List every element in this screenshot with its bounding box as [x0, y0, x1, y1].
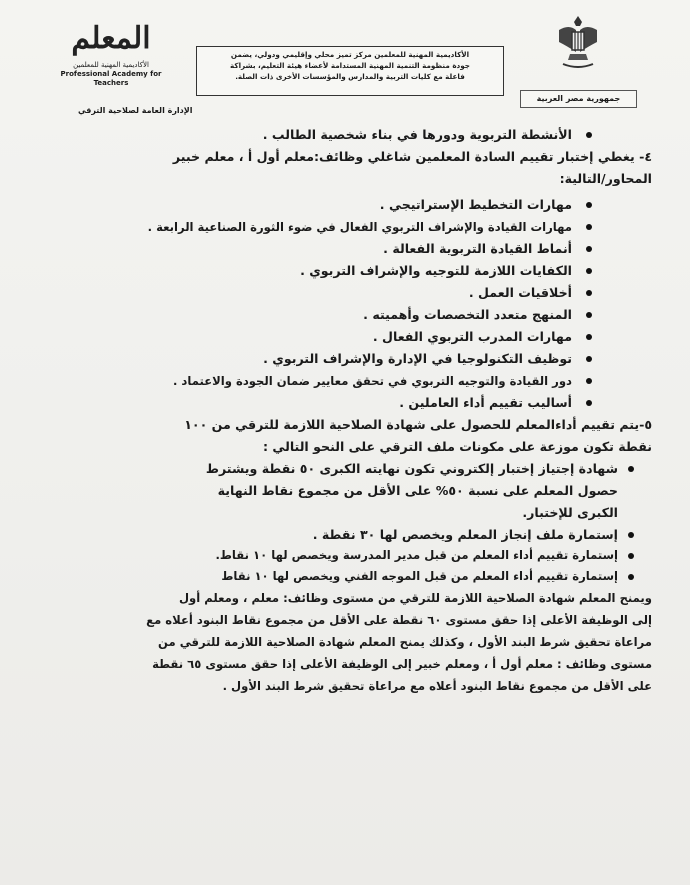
logo-arabic-name: الأكاديمية المهنية للمعلمين	[73, 61, 149, 69]
component-item: إستمارة ملف إنجاز المعلم ويخصص لها ٣٠ نقطة .	[40, 524, 652, 545]
axis-item: مهارات المدرب التربوي الفعال .	[40, 326, 652, 348]
vision-line: الأكاديمية المهنية للمعلمين مركز تميز محلي وإقليمي ودولي، يضمن	[230, 50, 470, 59]
closing-paragraph-line: على الأقل من مجموع نقاط البنود أعلاه مع مراعاة تحقيق شرط البند الأول .	[222, 679, 652, 693]
document-body	[40, 124, 652, 697]
component-item: إستمارة تقييم أداء المعلم من قبل مدير المدرسة ويخصص لها ١٠ نقاط.	[40, 545, 652, 566]
logo-mark: المعلم	[71, 21, 151, 56]
component-item: إستمارة تقييم أداء المعلم من قبل الموجه الفني ويخصص لها ١٠ نقاط	[40, 566, 652, 587]
axis-item: أخلاقيات العمل .	[40, 282, 652, 304]
eagle-emblem-icon	[555, 12, 601, 74]
department-name: الإدارة العامة لصلاحية الترقي	[78, 106, 193, 115]
axis-item: مهارات القيادة والإشراف التربوي الفعال في ضوء الثورة الصناعية الرابعة .	[40, 216, 652, 238]
axis-item: المنهج متعدد التخصصات وأهميته .	[40, 304, 652, 326]
axis-item: أساليب تقييم أداء العاملين .	[40, 392, 652, 414]
axis-item: الكفايات اللازمة للتوجيه والإشراف التربوي .	[40, 260, 652, 282]
academy-vision-box	[196, 46, 504, 96]
axis-item: توظيف التكنولوجيا في الإدارة والإشراف التربوي .	[40, 348, 652, 370]
section-4-heading: ٤- يغطي إختبار تقييم السادة المعلمين شاغلي وظائف:معلم أول أ ، معلم خبير	[172, 149, 652, 164]
vision-line: فاعلة مع كليات التربية والمدارس والمؤسسات الأخرى ذات الصلة.	[235, 72, 465, 81]
section-5-heading-cont: نقطة تكون موزعة على مكونات ملف الترقي على النحو التالي :	[262, 439, 652, 454]
axis-item: دور القيادة والتوجيه التربوي في تحقق معايير ضمان الجودة والاعتماد .	[40, 370, 652, 392]
bullet-icon	[586, 132, 592, 138]
country-name-box: جمهورية مصر العربية	[520, 90, 637, 108]
list-item: الأنشطة التربوية ودورها في بناء شخصية الطالب .	[40, 124, 652, 146]
section-4-heading-cont: المحاور/التالية:	[559, 171, 652, 186]
closing-paragraph-line: ويمنح المعلم شهادة الصلاحية اللازمة للترقي من مستوى وظائف: معلم ، ومعلم أول	[178, 591, 652, 605]
axis-item: أنماط القيادة التربوية الفعالة .	[40, 238, 652, 260]
component-item: شهادة إجتياز إختبار إلكتروني تكون نهايته الكبرى ٥٠ نقطة ويشترط	[40, 458, 652, 480]
closing-paragraph-line: إلى الوظيفة الأعلى إذا حقق مستوى ٦٠ نقطة على الأقل من مجموع نقاط البنود أعلاه مع	[146, 613, 652, 627]
vision-line: جودة منظومة التنمية المهنية المستدامة لأعضاء هيئة التعليم، بشراكة	[230, 61, 470, 70]
logo-english-name: Professional Academy for Teachers	[60, 70, 162, 87]
section-5-heading: ٥-يتم تقييم أداءالمعلم للحصول على شهادة الصلاحية اللازمة للترقي من ١٠٠	[184, 417, 652, 432]
closing-paragraph-line: مراعاة تحقيق شرط البند الأول ، وكذلك يمنح المعلم شهادة الصلاحية اللازمة للترقي من	[158, 635, 652, 649]
closing-paragraph-line: مستوى وظائف : معلم أول أ ، ومعلم خبير إلى الوظيفة الأعلى إذا حقق مستوى ٦٥ نقطة	[152, 657, 652, 671]
axis-item: مهارات التخطيط الإستراتيجي .	[40, 194, 652, 216]
academy-logo	[52, 22, 170, 88]
component-item-cont: حصول المعلم على نسبة ٥٠% على الأقل من مجموع نقاط النهاية	[217, 483, 618, 498]
component-item-cont: الكبرى للإختبار.	[522, 505, 618, 520]
